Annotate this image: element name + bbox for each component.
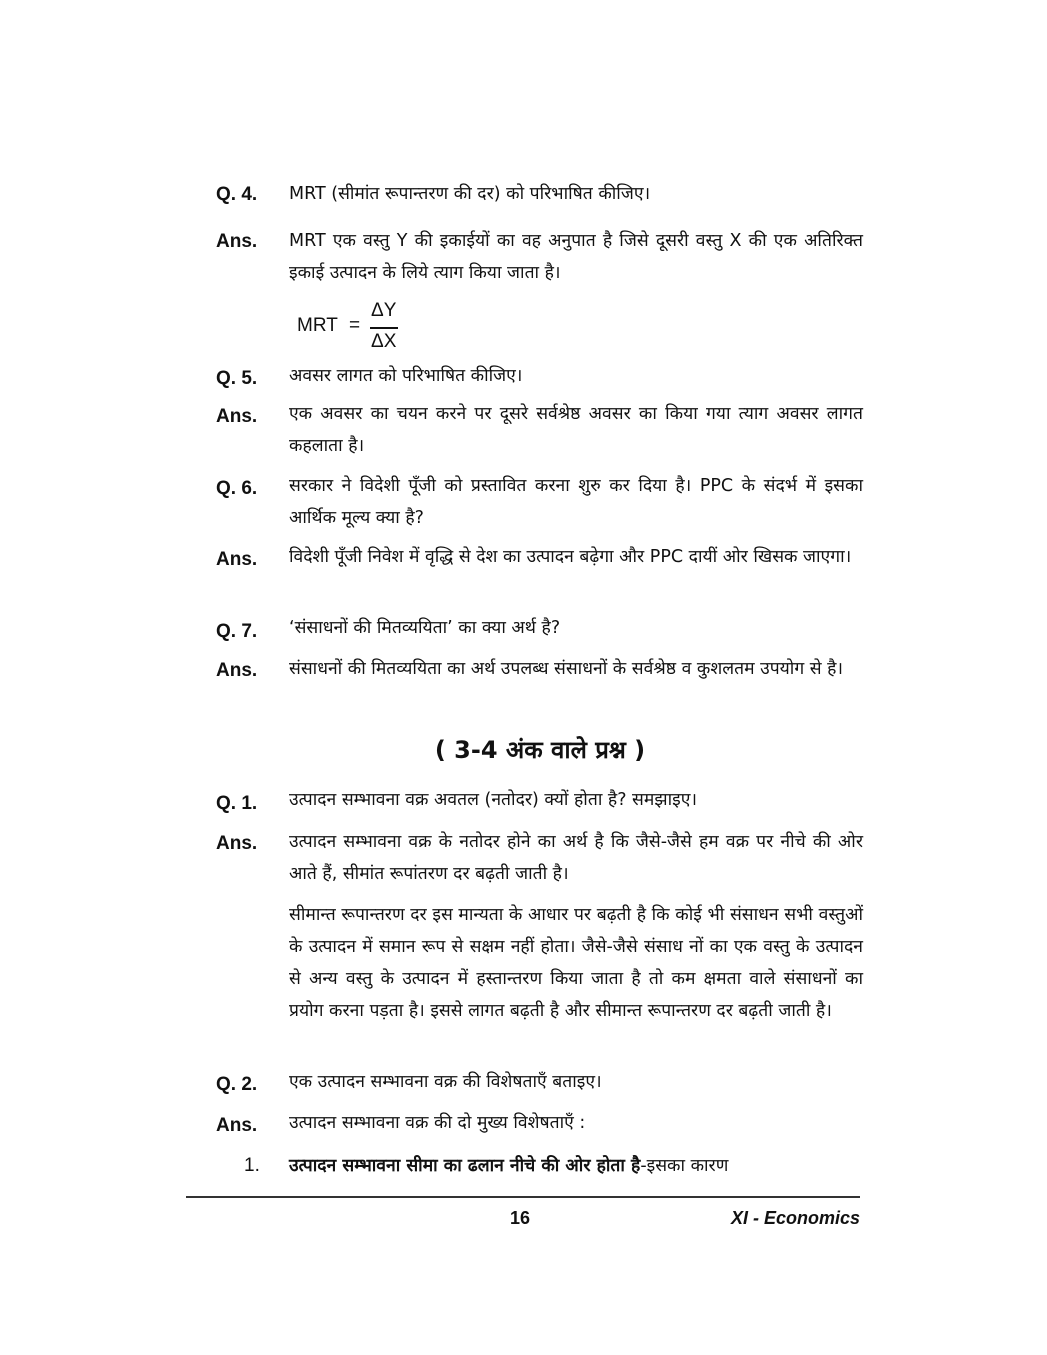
point-1-text: [289, 1150, 864, 1182]
question-label: Q. 6.: [216, 478, 258, 499]
answer-text: MRT एक वस्तु Y की इकाईयों का वह अनुपात है जिसे दूसरी वस्तु X की एक अतिरिक्त इकाई उत्पादन के लिये त्याग किया जाता है।: [289, 231, 863, 283]
formula-numerator: ΔY: [371, 300, 397, 321]
question-text: ‘संसाधनों की मितव्ययिता’ का क्या अर्थ है?: [289, 618, 561, 638]
footer-divider: [186, 1196, 860, 1198]
section-heading: ( 3-4 अंक वाले प्रश्न ): [434, 736, 646, 764]
question-text: एक उत्पादन सम्भावना वक्र की विशेषताएँ बताइए।: [289, 1072, 602, 1092]
fraction-bar: [370, 327, 398, 329]
mrt-formula: [297, 300, 417, 356]
question-label: Q. 7.: [216, 621, 258, 642]
answer-label: Ans.: [216, 406, 258, 427]
question-label: Q. 4.: [216, 184, 258, 205]
point-1-bold: उत्पादन सम्भावना सीमा का ढलान नीचे की ओर होता है: [289, 1156, 641, 1176]
answer-paragraph-2: सीमान्त रूपान्तरण दर इस मान्यता के आधार पर बढ़ती है कि कोई भी संसाधन सभी वस्तुओं के उत्पादन में समान रूप से सक्षम नहीं होता। जैसे-जैसे संसाध नों का एक वस्तु के उत्पादन से अन्य वस्तु के उत्पादन में हस्तान्तरण किया जाता है तो कम क्षमता वाले संसाधनों का प्रयोग करना पड़ता है। इससे लागत बढ़ती है और सीमान्त रूपान्तरण दर बढ़ती जाती है।: [289, 905, 863, 1021]
answer-label: Ans.: [216, 660, 258, 681]
answer-text: संसाधनों की मितव्ययिता का अर्थ उपलब्ध संसाधनों के सर्वश्रेष्ठ व कुशलतम उपयोग से है।: [289, 659, 844, 679]
formula-denominator: ΔX: [371, 331, 397, 352]
answer-label: Ans.: [216, 833, 258, 854]
question-label: Q. 5.: [216, 368, 258, 389]
point-1-rest: -इसका कारण: [640, 1156, 729, 1176]
question-text: अवसर लागत को परिभाषित कीजिए।: [289, 366, 523, 386]
question-text: सरकार ने विदेशी पूँजी को प्रस्तावित करना शुरु कर दिया है। PPC के संदर्भ में इसका आर्थिक मूल्य क्या है?: [289, 476, 863, 528]
page-number: 16: [510, 1208, 531, 1228]
footer-title: XI - Economics: [730, 1208, 860, 1228]
answer-text: विदेशी पूँजी निवेश में वृद्धि से देश का उत्पादन बढ़ेगा और PPC दायीं ओर खिसक जाएगा।: [289, 547, 852, 567]
answer-label: Ans.: [216, 549, 258, 570]
point-number: 1.: [244, 1155, 260, 1176]
answer-label: Ans.: [216, 1115, 258, 1136]
question-text: उत्पादन सम्भावना वक्र अवतल (नतोदर) क्यों होता है? समझाइए।: [289, 790, 698, 810]
formula-equals: =: [349, 315, 361, 336]
answer-label: Ans.: [216, 231, 258, 252]
question-label: Q. 2.: [216, 1074, 258, 1095]
answer-text: एक अवसर का चयन करने पर दूसरे सर्वश्रेष्ठ अवसर का किया गया त्याग अवसर लागत कहलाता है।: [289, 404, 863, 456]
formula-lhs: MRT: [297, 315, 338, 336]
question-label: Q. 1.: [216, 793, 258, 814]
answer-text: उत्पादन सम्भावना वक्र के नतोदर होने का अर्थ है कि जैसे-जैसे हम वक्र पर नीचे की ओर आते हैं, सीमांत रूपांतरण दर बढ़ती जाती है।: [289, 832, 863, 884]
question-text: MRT (सीमांत रूपान्तरण की दर) को परिभाषित कीजिए।: [289, 184, 651, 204]
answer-text: उत्पादन सम्भावना वक्र की दो मुख्य विशेषताएँ :: [289, 1113, 586, 1133]
